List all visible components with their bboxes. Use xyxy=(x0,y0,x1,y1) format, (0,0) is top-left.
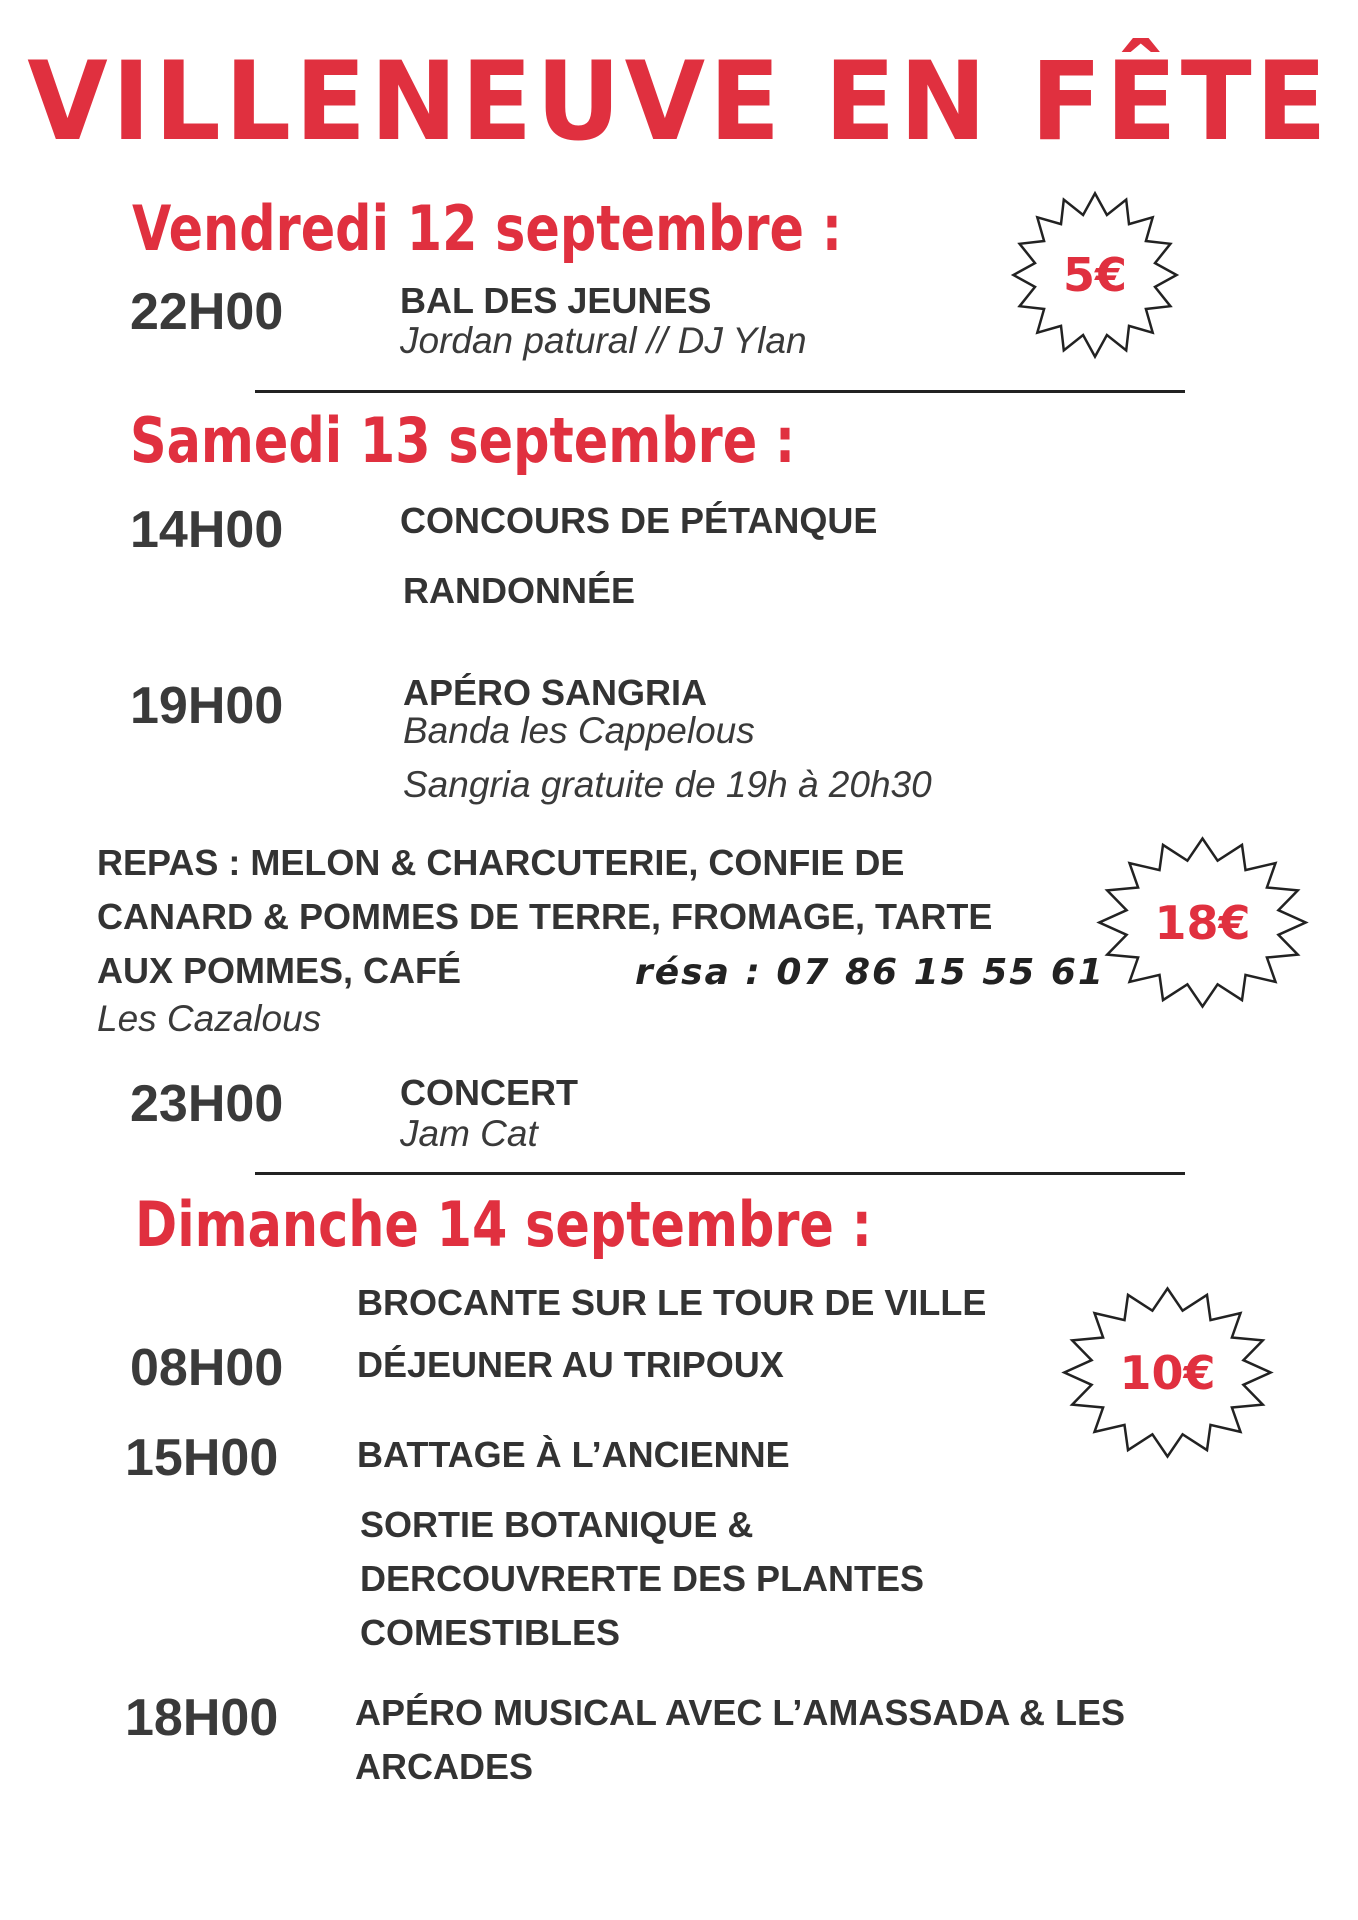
event-time: 23H00 xyxy=(130,1075,284,1133)
sunday-heading: Dimanche 14 septembre : xyxy=(135,1188,872,1261)
event-name: ARCADES xyxy=(355,1746,534,1787)
event-time: 19H00 xyxy=(130,677,284,735)
section-divider xyxy=(255,1172,1185,1175)
event-time: 18H00 xyxy=(125,1689,279,1747)
price-label: 18€ xyxy=(1154,895,1251,950)
meal-line: CANARD & POMMES DE TERRE, FROMAGE, TARTE xyxy=(97,896,993,937)
event-name: BAL DES JEUNES xyxy=(400,280,712,321)
price-badge-meal xyxy=(1095,835,1310,1010)
event-detail: Sangria gratuite de 19h à 20h30 xyxy=(403,764,932,805)
event-name: APÉRO MUSICAL AVEC L’AMASSADA & LES xyxy=(355,1692,1126,1733)
event-time: 15H00 xyxy=(125,1429,279,1487)
event-name: BATTAGE À L’ANCIENNE xyxy=(357,1434,790,1475)
event-name: APÉRO SANGRIA xyxy=(403,672,708,713)
page-title: VILLENEUVE EN FÊTE xyxy=(27,36,1331,166)
event-name: DERCOUVRERTE DES PLANTES xyxy=(360,1558,925,1599)
event-time: 22H00 xyxy=(130,283,284,341)
price-label: 5€ xyxy=(1062,248,1127,302)
price-badge-sunday xyxy=(1060,1285,1275,1460)
event-name: BROCANTE SUR LE TOUR DE VILLE xyxy=(357,1282,987,1323)
event-name: SORTIE BOTANIQUE & xyxy=(360,1504,754,1545)
price-badge-friday xyxy=(1010,190,1180,360)
event-detail: Jordan patural // DJ Ylan xyxy=(400,320,807,361)
event-time: 14H00 xyxy=(130,501,284,559)
event-name: CONCOURS DE PÉTANQUE xyxy=(400,500,878,541)
event-time: 08H00 xyxy=(130,1339,284,1397)
event-detail: Banda les Cappelous xyxy=(403,710,755,751)
saturday-heading: Samedi 13 septembre : xyxy=(130,404,796,477)
friday-heading: Vendredi 12 septembre : xyxy=(132,192,843,265)
section-divider xyxy=(255,390,1185,393)
event-name: CONCERT xyxy=(400,1072,578,1113)
reservation-phone: résa : 07 86 15 55 61 xyxy=(635,952,1105,993)
event-detail: Jam Cat xyxy=(400,1113,538,1154)
event-name: DÉJEUNER AU TRIPOUX xyxy=(357,1344,784,1385)
meal-line: AUX POMMES, CAFÉ xyxy=(97,950,462,991)
meal-caterer: Les Cazalous xyxy=(97,998,322,1039)
event-name: COMESTIBLES xyxy=(360,1612,621,1653)
meal-line: REPAS : MELON & CHARCUTERIE, CONFIE DE xyxy=(97,842,905,883)
price-label: 10€ xyxy=(1119,1345,1216,1400)
event-name: RANDONNÉE xyxy=(403,570,636,611)
